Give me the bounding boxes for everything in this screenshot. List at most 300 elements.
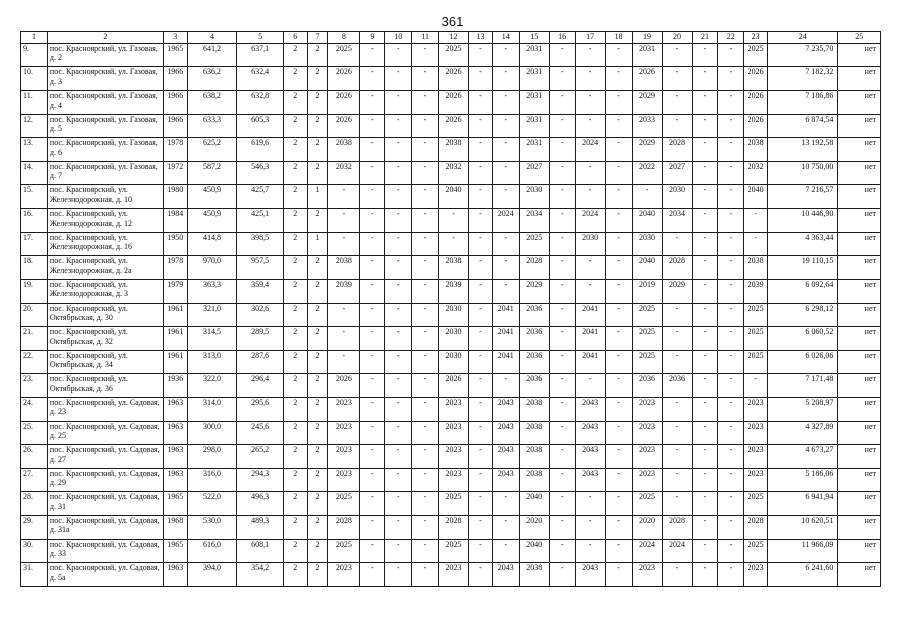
table-cell: -: [692, 161, 718, 185]
table-cell: 2031: [519, 138, 549, 162]
table-cell: 2023: [632, 397, 662, 421]
table-cell: -: [662, 114, 692, 138]
table-cell: -: [575, 43, 605, 67]
table-cell: 2020: [519, 515, 549, 539]
table-cell: 2034: [519, 209, 549, 233]
column-header: 8: [328, 32, 360, 44]
table-cell: 322,0: [187, 374, 237, 398]
table-cell: 2: [307, 256, 328, 280]
table-cell: 17.: [21, 232, 48, 256]
table-cell: 2025: [439, 492, 469, 516]
table-cell: пос. Красноярский, ул. Садовая, д. 31а: [47, 515, 163, 539]
column-header: 7: [307, 32, 328, 44]
table-cell: -: [632, 185, 662, 209]
table-row: [21, 114, 881, 138]
table-cell: -: [549, 91, 575, 115]
table-cell: -: [360, 279, 385, 303]
table-row: [21, 327, 881, 351]
table-row: [21, 539, 881, 563]
table-cell: 7 186,86: [768, 91, 838, 115]
table-cell: -: [360, 539, 385, 563]
table-row: [21, 397, 881, 421]
table-cell: -: [492, 161, 519, 185]
table-cell: пос. Красноярский, ул. Железнодорожная, д. 10: [47, 185, 163, 209]
table-cell: -: [744, 209, 768, 233]
table-cell: 2: [307, 515, 328, 539]
table-cell: 2: [283, 563, 307, 587]
table-cell: 2: [307, 539, 328, 563]
table-cell: -: [692, 209, 718, 233]
table-cell: 2023: [632, 421, 662, 445]
table-cell: 2: [307, 138, 328, 162]
table-cell: 2026: [744, 67, 768, 91]
column-header: 6: [283, 32, 307, 44]
table-cell: -: [412, 492, 439, 516]
table-cell: 2: [283, 327, 307, 351]
table-cell: 2: [307, 327, 328, 351]
table-cell: 2040: [744, 185, 768, 209]
table-cell: -: [605, 515, 632, 539]
table-cell: нет: [838, 563, 881, 587]
table-cell: 2: [307, 279, 328, 303]
table-cell: 2038: [328, 256, 360, 280]
table-cell: 2036: [662, 374, 692, 398]
table-cell: -: [412, 43, 439, 67]
table-cell: 2024: [575, 209, 605, 233]
table-cell: нет: [838, 185, 881, 209]
table-cell: 10.: [21, 67, 48, 91]
table-cell: -: [575, 515, 605, 539]
table-cell: 294,3: [237, 468, 284, 492]
table-cell: -: [718, 515, 744, 539]
table-cell: 2025: [744, 539, 768, 563]
table-cell: -: [492, 114, 519, 138]
table-cell: -: [385, 114, 412, 138]
table-cell: пос. Красноярский, ул. Октябрьская, д. 30: [47, 303, 163, 327]
table-cell: 289,5: [237, 327, 284, 351]
table-cell: 2041: [492, 350, 519, 374]
table-cell: -: [385, 492, 412, 516]
table-cell: -: [718, 185, 744, 209]
table-cell: -: [360, 445, 385, 469]
table-row: [21, 67, 881, 91]
table-cell: 957,5: [237, 256, 284, 280]
table-cell: -: [662, 350, 692, 374]
table-cell: -: [718, 303, 744, 327]
table-cell: -: [605, 492, 632, 516]
table-cell: 2026: [328, 114, 360, 138]
table-cell: -: [439, 232, 469, 256]
table-cell: -: [549, 539, 575, 563]
table-cell: 24.: [21, 397, 48, 421]
table-cell: -: [492, 374, 519, 398]
table-cell: -: [439, 209, 469, 233]
table-cell: 636,2: [187, 67, 237, 91]
table-cell: -: [469, 445, 493, 469]
table-cell: 2: [307, 421, 328, 445]
table-cell: -: [385, 232, 412, 256]
table-cell: 450,9: [187, 185, 237, 209]
table-cell: -: [360, 161, 385, 185]
table-cell: 1: [307, 185, 328, 209]
table-cell: -: [492, 43, 519, 67]
table-cell: -: [575, 256, 605, 280]
table-cell: 2030: [575, 232, 605, 256]
table-cell: -: [718, 374, 744, 398]
table-cell: -: [549, 161, 575, 185]
table-cell: 25.: [21, 421, 48, 445]
table-cell: 2032: [328, 161, 360, 185]
table-cell: 587,2: [187, 161, 237, 185]
table-cell: нет: [838, 445, 881, 469]
table-cell: -: [549, 350, 575, 374]
table-cell: пос. Красноярский, ул. Садовая, д. 27: [47, 445, 163, 469]
table-cell: 2030: [519, 185, 549, 209]
table-cell: -: [575, 185, 605, 209]
table-cell: -: [469, 185, 493, 209]
table-cell: -: [385, 161, 412, 185]
table-cell: 23.: [21, 374, 48, 398]
table-cell: 2031: [519, 67, 549, 91]
table-cell: 2026: [439, 374, 469, 398]
column-header: 10: [385, 32, 412, 44]
table-row: [21, 445, 881, 469]
table-row: [21, 232, 881, 256]
table-cell: -: [385, 468, 412, 492]
table-cell: -: [412, 303, 439, 327]
table-row: [21, 492, 881, 516]
column-header: 17: [575, 32, 605, 44]
table-cell: -: [605, 138, 632, 162]
table-cell: 1966: [163, 114, 187, 138]
table-cell: 2: [283, 374, 307, 398]
column-header: 1: [21, 32, 48, 44]
table-cell: -: [412, 279, 439, 303]
table-cell: 2026: [439, 91, 469, 115]
table-cell: 2040: [632, 256, 662, 280]
table-cell: 2: [283, 539, 307, 563]
table-cell: 546,3: [237, 161, 284, 185]
table-cell: -: [605, 539, 632, 563]
table-cell: -: [549, 445, 575, 469]
table-cell: пос. Красноярский, ул. Газовая, д. 6: [47, 138, 163, 162]
table-cell: 2025: [632, 327, 662, 351]
table-cell: -: [662, 91, 692, 115]
table-cell: 313,0: [187, 350, 237, 374]
table-cell: -: [385, 138, 412, 162]
table-cell: -: [662, 421, 692, 445]
table-cell: -: [385, 279, 412, 303]
table-cell: пос. Красноярский, ул. Железнодорожная, д. 2а: [47, 256, 163, 280]
table-cell: 2025: [328, 43, 360, 67]
table-cell: 2: [283, 397, 307, 421]
table-cell: 1978: [163, 256, 187, 280]
table-cell: -: [718, 539, 744, 563]
table-cell: 2038: [744, 256, 768, 280]
table-cell: 2033: [632, 114, 662, 138]
table-cell: 2030: [439, 327, 469, 351]
table-cell: -: [692, 468, 718, 492]
table-cell: 2029: [632, 91, 662, 115]
table-cell: -: [662, 445, 692, 469]
table-cell: 398,5: [237, 232, 284, 256]
table-cell: -: [718, 445, 744, 469]
table-cell: 2025: [632, 350, 662, 374]
table-cell: 2038: [439, 256, 469, 280]
table-cell: -: [605, 161, 632, 185]
table-cell: -: [412, 185, 439, 209]
table-cell: -: [360, 256, 385, 280]
table-cell: 522,0: [187, 492, 237, 516]
table-cell: -: [360, 91, 385, 115]
table-cell: 12.: [21, 114, 48, 138]
table-cell: пос. Красноярский, ул. Железнодорожная, д. 12: [47, 209, 163, 233]
table-cell: 2023: [328, 397, 360, 421]
table-cell: 9.: [21, 43, 48, 67]
table-cell: 2030: [632, 232, 662, 256]
table-cell: 2025: [744, 350, 768, 374]
table-cell: -: [575, 91, 605, 115]
table-cell: -: [412, 91, 439, 115]
table-cell: пос. Красноярский, ул. Газовая, д. 2: [47, 43, 163, 67]
table-cell: 641,2: [187, 43, 237, 67]
table-cell: -: [662, 303, 692, 327]
table-cell: 2028: [662, 515, 692, 539]
table-cell: -: [412, 445, 439, 469]
table-cell: -: [412, 421, 439, 445]
table-cell: 2036: [519, 303, 549, 327]
column-header: 21: [692, 32, 718, 44]
table-cell: 316,0: [187, 468, 237, 492]
table-cell: -: [605, 91, 632, 115]
table-cell: -: [718, 209, 744, 233]
table-cell: -: [662, 232, 692, 256]
table-cell: -: [469, 114, 493, 138]
table-cell: -: [575, 374, 605, 398]
table-cell: 265,2: [237, 445, 284, 469]
table-cell: 2: [307, 91, 328, 115]
table-cell: 2026: [328, 91, 360, 115]
table-cell: 2030: [439, 303, 469, 327]
table-cell: -: [360, 303, 385, 327]
table-cell: -: [492, 539, 519, 563]
table-cell: -: [549, 327, 575, 351]
table-cell: 1965: [163, 43, 187, 67]
table-cell: 2: [307, 374, 328, 398]
table-cell: -: [469, 279, 493, 303]
table-cell: 2025: [632, 303, 662, 327]
table-cell: 496,3: [237, 492, 284, 516]
table-cell: 296,4: [237, 374, 284, 398]
table-row: [21, 515, 881, 539]
table-cell: 2023: [744, 468, 768, 492]
table-cell: 2: [283, 279, 307, 303]
table-cell: -: [662, 563, 692, 587]
table-cell: -: [718, 492, 744, 516]
table-cell: -: [412, 350, 439, 374]
table-cell: 2: [283, 67, 307, 91]
table-cell: 2043: [575, 563, 605, 587]
table-cell: -: [718, 232, 744, 256]
table-cell: -: [549, 114, 575, 138]
table-cell: 1961: [163, 350, 187, 374]
table-cell: 605,3: [237, 114, 284, 138]
table-cell: -: [469, 563, 493, 587]
table-cell: 2025: [632, 492, 662, 516]
table-cell: нет: [838, 91, 881, 115]
table-cell: 2029: [662, 279, 692, 303]
table-cell: 1963: [163, 421, 187, 445]
table-cell: 2026: [328, 374, 360, 398]
table-cell: -: [692, 256, 718, 280]
table-cell: -: [605, 67, 632, 91]
table-cell: -: [744, 374, 768, 398]
table-cell: 2034: [662, 209, 692, 233]
table-cell: -: [605, 374, 632, 398]
table-cell: 2038: [519, 445, 549, 469]
table-cell: 295,6: [237, 397, 284, 421]
table-cell: 2040: [519, 539, 549, 563]
table-cell: -: [605, 421, 632, 445]
table-cell: 2027: [519, 161, 549, 185]
table-cell: 2031: [519, 43, 549, 67]
table-cell: -: [549, 421, 575, 445]
table-cell: 13 192,58: [768, 138, 838, 162]
table-cell: нет: [838, 421, 881, 445]
table-cell: 2026: [328, 67, 360, 91]
table-cell: 2038: [439, 138, 469, 162]
table-cell: 2023: [744, 445, 768, 469]
table-cell: -: [605, 185, 632, 209]
table-cell: 2041: [575, 350, 605, 374]
table-cell: 2026: [439, 114, 469, 138]
table-cell: 2029: [632, 138, 662, 162]
table-cell: -: [692, 421, 718, 445]
table-cell: 2: [307, 445, 328, 469]
table-cell: -: [718, 279, 744, 303]
table-cell: 1978: [163, 138, 187, 162]
table-cell: -: [605, 468, 632, 492]
table-cell: 1980: [163, 185, 187, 209]
table-cell: -: [385, 515, 412, 539]
table-cell: 1972: [163, 161, 187, 185]
table-cell: 21.: [21, 327, 48, 351]
table-cell: 4 673,27: [768, 445, 838, 469]
table-cell: 2: [283, 43, 307, 67]
table-cell: 2: [283, 445, 307, 469]
table-cell: -: [549, 43, 575, 67]
table-row: [21, 350, 881, 374]
table-cell: 2038: [519, 397, 549, 421]
data-table: [20, 31, 881, 587]
table-cell: пос. Красноярский, ул. Садовая, д. 31: [47, 492, 163, 516]
table-cell: 1: [307, 232, 328, 256]
table-cell: 2025: [328, 539, 360, 563]
table-row: [21, 563, 881, 587]
table-cell: -: [385, 209, 412, 233]
table-row: [21, 138, 881, 162]
table-cell: 11 966,09: [768, 539, 838, 563]
table-cell: -: [549, 303, 575, 327]
table-cell: 2025: [439, 539, 469, 563]
table-cell: -: [492, 232, 519, 256]
table-cell: -: [549, 515, 575, 539]
table-cell: 13.: [21, 138, 48, 162]
table-cell: -: [385, 43, 412, 67]
table-cell: 314,5: [187, 327, 237, 351]
table-cell: пос. Красноярский, ул. Садовая, д. 33: [47, 539, 163, 563]
table-cell: 2: [283, 161, 307, 185]
table-cell: 608,1: [237, 539, 284, 563]
table-cell: -: [469, 492, 493, 516]
table-cell: пос. Красноярский, ул. Газовая, д. 4: [47, 91, 163, 115]
table-cell: пос. Красноярский, ул. Газовая, д. 5: [47, 114, 163, 138]
table-cell: 2023: [632, 468, 662, 492]
table-cell: -: [469, 515, 493, 539]
table-cell: 2023: [328, 468, 360, 492]
table-cell: -: [412, 232, 439, 256]
table-cell: -: [662, 492, 692, 516]
table-cell: -: [360, 350, 385, 374]
table-cell: 2032: [744, 161, 768, 185]
table-cell: -: [692, 539, 718, 563]
table-cell: -: [692, 138, 718, 162]
table-cell: 29.: [21, 515, 48, 539]
table-cell: -: [385, 303, 412, 327]
column-header: 5: [237, 32, 284, 44]
table-cell: 10 446,90: [768, 209, 838, 233]
table-cell: 1963: [163, 445, 187, 469]
table-cell: 19 110,15: [768, 256, 838, 280]
table-cell: пос. Красноярский, ул. Железнодорожная, д. 16: [47, 232, 163, 256]
table-cell: -: [469, 43, 493, 67]
table-cell: -: [469, 327, 493, 351]
table-cell: 2029: [519, 279, 549, 303]
table-cell: пос. Красноярский, ул. Октябрьская, д. 34: [47, 350, 163, 374]
table-cell: нет: [838, 327, 881, 351]
table-cell: 2024: [632, 539, 662, 563]
table-cell: -: [328, 185, 360, 209]
table-cell: 300,0: [187, 421, 237, 445]
table-row: [21, 185, 881, 209]
table-cell: 2043: [492, 397, 519, 421]
table-cell: -: [718, 421, 744, 445]
table-cell: -: [385, 563, 412, 587]
column-header: 20: [662, 32, 692, 44]
table-cell: 2: [307, 209, 328, 233]
table-cell: 26.: [21, 445, 48, 469]
table-cell: -: [360, 327, 385, 351]
table-cell: пос. Красноярский, ул. Садовая, д. 25: [47, 421, 163, 445]
table-cell: 425,7: [237, 185, 284, 209]
table-cell: -: [328, 209, 360, 233]
table-cell: 2025: [744, 327, 768, 351]
table-cell: 1963: [163, 397, 187, 421]
table-row: [21, 209, 881, 233]
table-cell: -: [575, 114, 605, 138]
table-cell: -: [412, 256, 439, 280]
table-cell: -: [662, 43, 692, 67]
table-cell: 2: [307, 492, 328, 516]
table-cell: 2036: [519, 327, 549, 351]
table-cell: -: [692, 279, 718, 303]
table-cell: -: [412, 468, 439, 492]
table-cell: нет: [838, 397, 881, 421]
table-cell: -: [469, 421, 493, 445]
table-cell: 2: [307, 397, 328, 421]
table-cell: -: [549, 209, 575, 233]
table-cell: -: [328, 327, 360, 351]
